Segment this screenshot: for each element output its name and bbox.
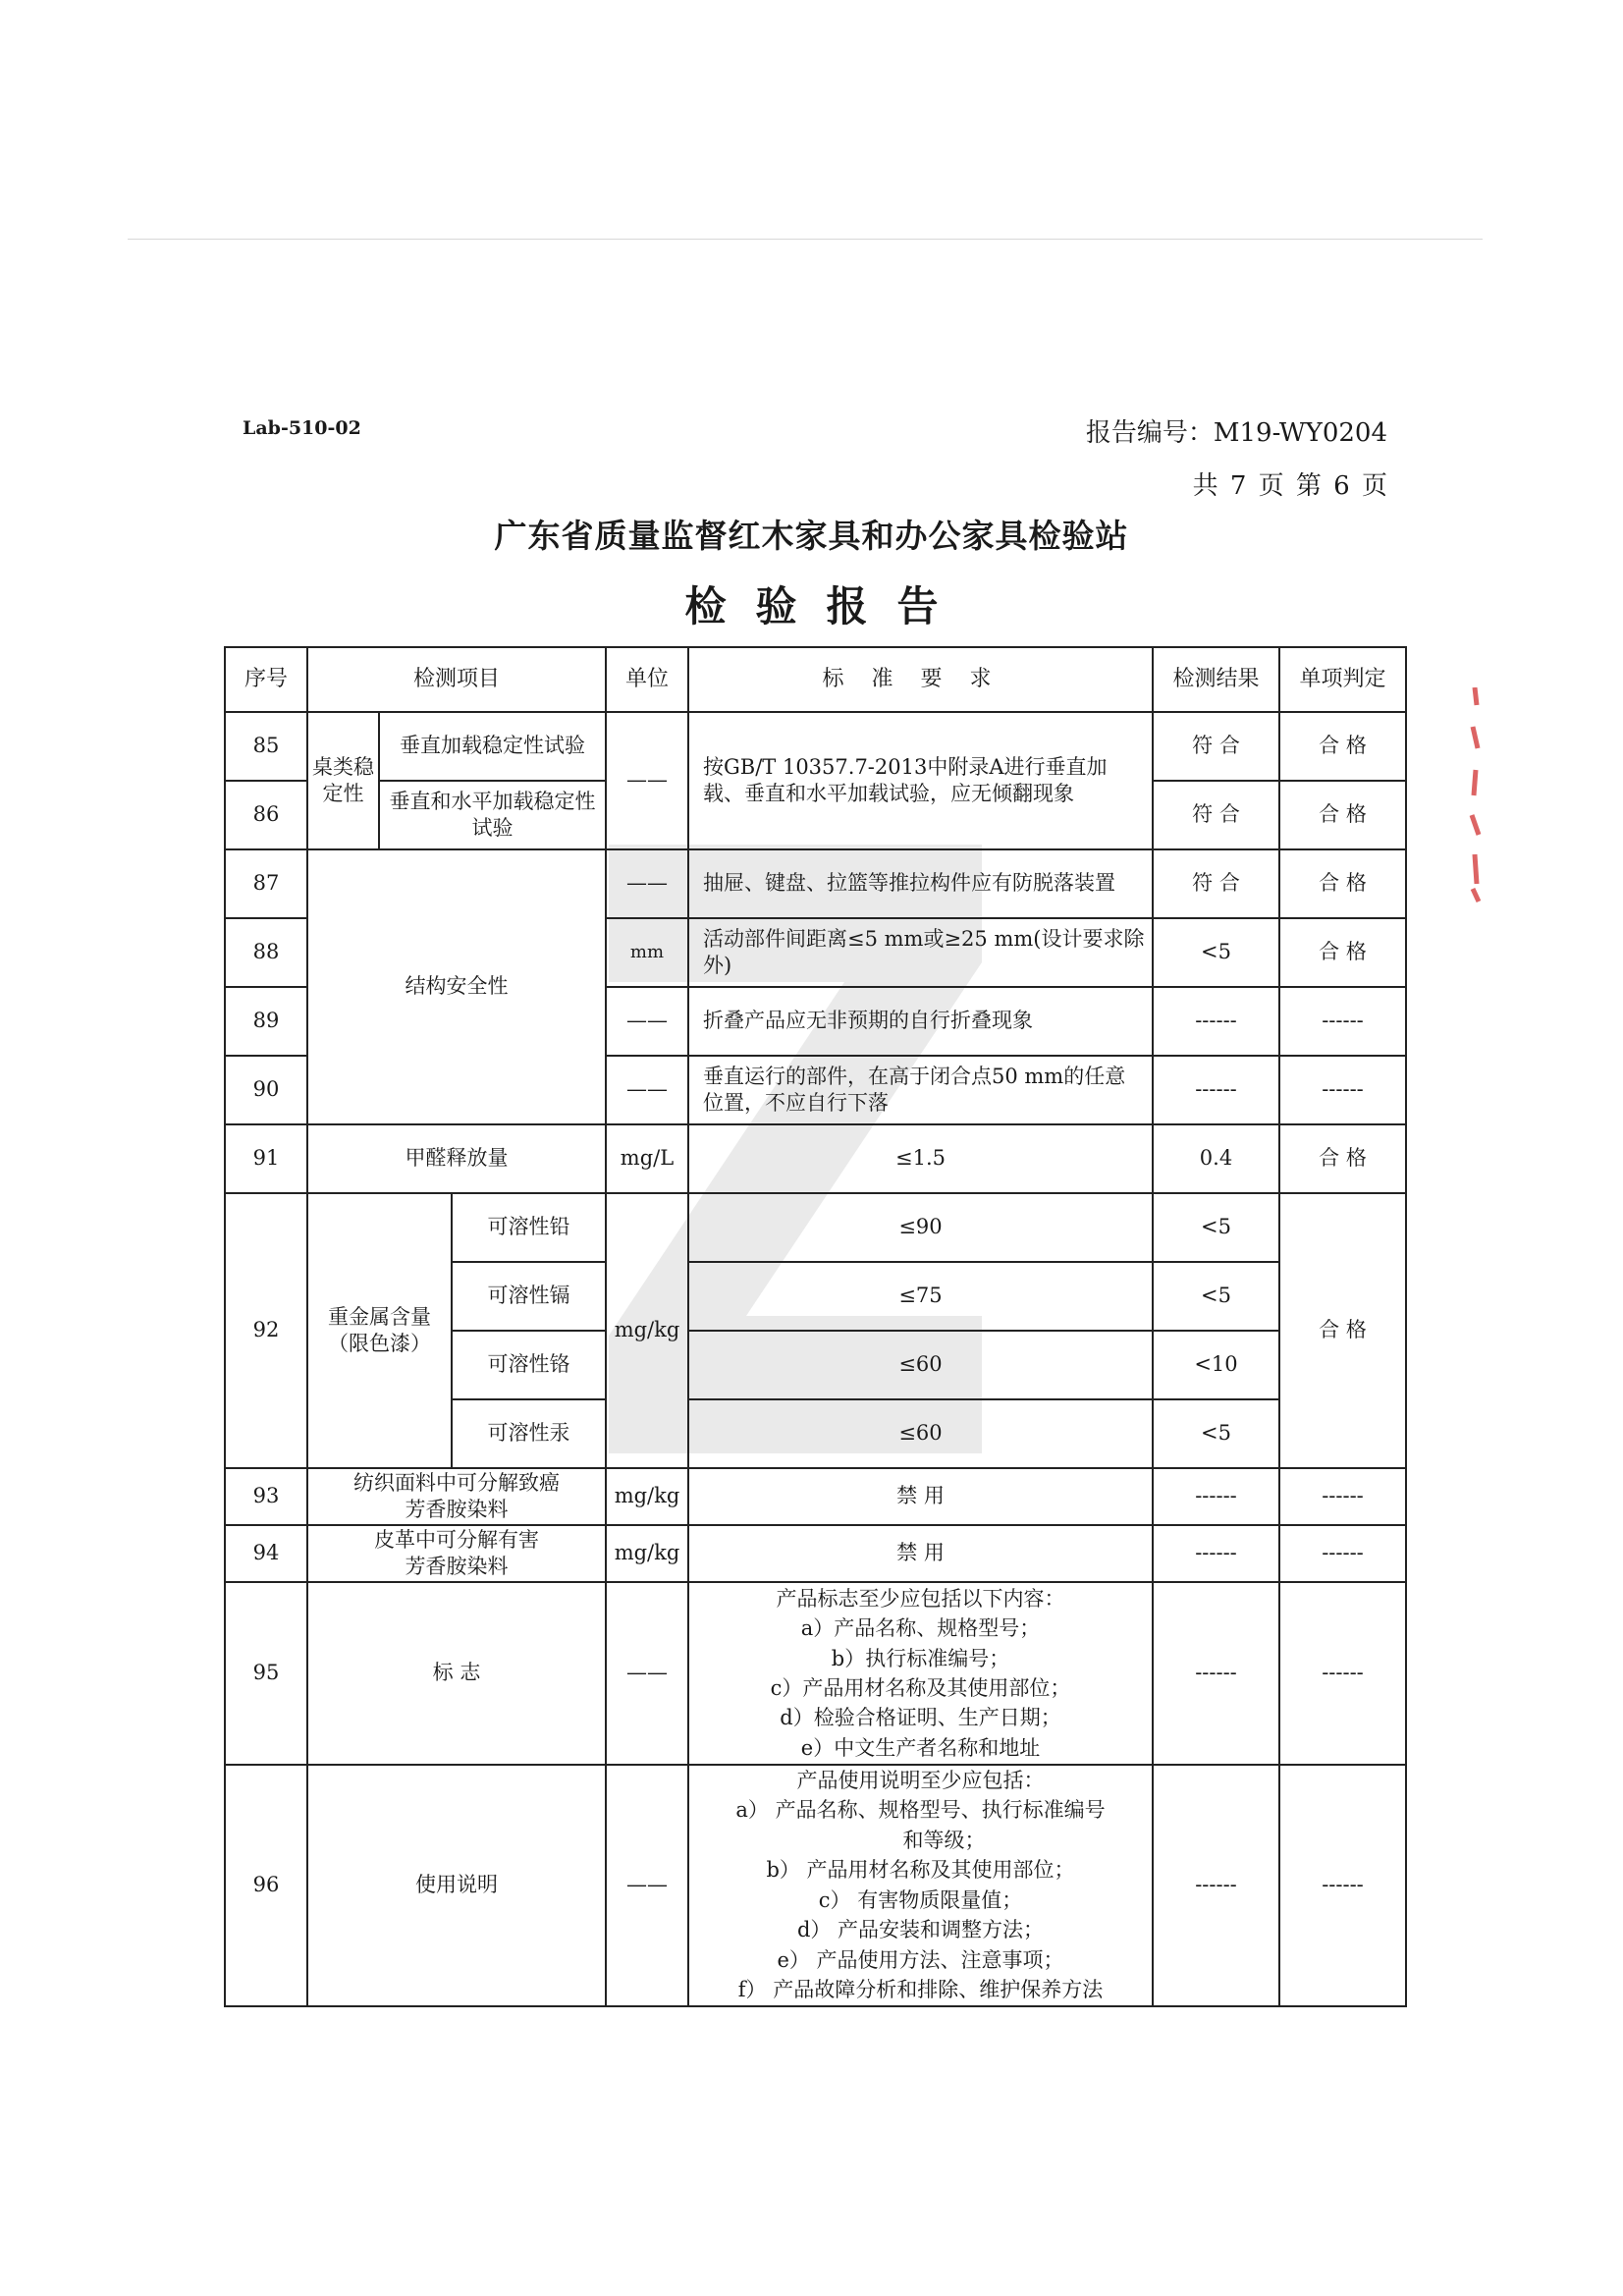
requirement-line: 产品标志至少应包括以下内容： [776, 1586, 1065, 1611]
group-label: 桌类稳定性 [307, 712, 379, 849]
row-number: 90 [225, 1056, 307, 1124]
row-number: 88 [225, 918, 307, 987]
header-seq: 序号 [225, 647, 307, 712]
result: ------ [1153, 1468, 1279, 1525]
judgement: ------ [1279, 1056, 1406, 1124]
unit: mg/kg [606, 1468, 688, 1525]
row-number: 89 [225, 987, 307, 1056]
group-label: 结构安全性 [307, 849, 606, 1124]
result: 0.4 [1153, 1124, 1279, 1193]
judgement: ------ [1279, 1525, 1406, 1582]
requirement: 折叠产品应无非预期的自行折叠现象 [688, 987, 1153, 1056]
row-number: 92 [225, 1193, 307, 1468]
item-name: 标 志 [307, 1582, 606, 1765]
header-item: 检测项目 [307, 647, 606, 712]
result: <5 [1153, 1399, 1279, 1468]
unit: mg/kg [606, 1193, 688, 1468]
scan-edge-line [128, 239, 1483, 240]
unit: mm [606, 918, 688, 987]
requirement: 禁 用 [688, 1468, 1153, 1525]
requirement-line: 和等级； [902, 1828, 986, 1852]
table-header-row [225, 647, 1406, 712]
document-title: 检验报告 [684, 582, 968, 630]
inspection-table [224, 646, 1407, 2007]
result: ------ [1153, 987, 1279, 1056]
header-requirement: 标准要求 [688, 647, 1153, 712]
requirement-line: f） 产品故障分析和排除、维护保养方法 [737, 1978, 1104, 2002]
requirement-line: a） 产品名称、规格型号、执行标准编号 [735, 1798, 1106, 1823]
unit: —— [606, 1056, 688, 1124]
item-name: 使用说明 [307, 1765, 606, 2006]
judgement: 合 格 [1279, 918, 1406, 987]
row-number: 91 [225, 1124, 307, 1193]
item-name: 纺织面料中可分解致癌芳香胺染料 [307, 1468, 606, 1525]
organization-name: 广东省质量监督红木家具和办公家具检验站 [494, 517, 1129, 555]
judgement: 合 格 [1279, 1124, 1406, 1193]
table-row [225, 1193, 1406, 1262]
table-row [225, 1765, 1406, 2006]
requirement-line: a）产品名称、规格型号； [800, 1616, 1041, 1641]
unit: —— [606, 1765, 688, 2006]
row-number: 96 [225, 1765, 307, 2006]
table-row [225, 712, 1406, 781]
judgement: ------ [1279, 1468, 1406, 1525]
requirement: 垂直运行的部件，在高于闭合点50 mm的任意位置，不应自行下落 [688, 1056, 1153, 1124]
table-row [225, 1525, 1406, 1582]
result: ------ [1153, 1582, 1279, 1765]
row-number: 95 [225, 1582, 307, 1765]
unit: —— [606, 712, 688, 849]
table-row [225, 1468, 1406, 1525]
unit: —— [606, 987, 688, 1056]
row-number: 87 [225, 849, 307, 918]
row-number: 94 [225, 1525, 307, 1582]
judgement: ------ [1279, 987, 1406, 1056]
requirement-line: 产品使用说明至少应包括： [796, 1769, 1045, 1792]
stamp-edge-icon [1467, 687, 1483, 903]
requirement: ≤1.5 [688, 1124, 1153, 1193]
row-number: 93 [225, 1468, 307, 1525]
requirement: ≤60 [688, 1399, 1153, 1468]
requirement-list [688, 1582, 1153, 1765]
header-result: 检测结果 [1153, 647, 1279, 712]
requirement-line: b） 产品用材名称及其使用部位； [766, 1858, 1075, 1883]
requirement-line: b）执行标准编号； [831, 1646, 1010, 1670]
requirement: 禁 用 [688, 1525, 1153, 1582]
result: <5 [1153, 918, 1279, 987]
result: ------ [1153, 1765, 1279, 2006]
requirement-line: d） 产品安装和调整方法； [796, 1918, 1045, 1942]
result: ------ [1153, 1525, 1279, 1582]
judgement: ------ [1279, 1582, 1406, 1765]
requirement: ≤75 [688, 1262, 1153, 1331]
lab-code: Lab-510-02 [243, 417, 361, 439]
judgement: 合 格 [1279, 849, 1406, 918]
row-number: 85 [225, 712, 307, 781]
page-info: 共 7 页 第 6 页 [1192, 471, 1387, 501]
requirement: ≤90 [688, 1193, 1153, 1262]
table-row [225, 1582, 1406, 1765]
unit: mg/L [606, 1124, 688, 1193]
requirement-line: d）检验合格证明、生产日期； [780, 1706, 1061, 1730]
sub-item-name: 可溶性铬 [452, 1331, 606, 1399]
requirement-line: c） 有害物质限量值； [818, 1887, 1023, 1912]
sub-item-name: 可溶性汞 [452, 1399, 606, 1468]
header-judgement: 单项判定 [1279, 647, 1406, 712]
item-name: 皮革中可分解有害芳香胺染料 [307, 1525, 606, 1582]
judgement: 合 格 [1279, 712, 1406, 781]
result: 符 合 [1153, 781, 1279, 849]
judgement: 合 格 [1279, 781, 1406, 849]
header-unit: 单位 [606, 647, 688, 712]
unit: —— [606, 849, 688, 918]
result: 符 合 [1153, 712, 1279, 781]
requirement-line: e） 产品使用方法、注意事项； [777, 1947, 1064, 1972]
result: 符 合 [1153, 849, 1279, 918]
unit: mg/kg [606, 1525, 688, 1582]
result: <5 [1153, 1262, 1279, 1331]
requirement: 按GB/T 10357.7-2013中附录A进行垂直加载、垂直和水平加载试验，应无倾翻现象 [688, 712, 1153, 849]
table-row [225, 1124, 1406, 1193]
sub-item-name: 可溶性铅 [452, 1193, 606, 1262]
judgement: ------ [1279, 1765, 1406, 2006]
result: <10 [1153, 1331, 1279, 1399]
item-name: 垂直加载稳定性试验 [379, 712, 606, 781]
requirement-line: c）产品用材名称及其使用部位； [770, 1676, 1071, 1700]
result: ------ [1153, 1056, 1279, 1124]
item-name: 甲醛释放量 [307, 1124, 606, 1193]
item-name: 垂直和水平加载稳定性试验 [379, 781, 606, 849]
result: <5 [1153, 1193, 1279, 1262]
sub-item-name: 可溶性镉 [452, 1262, 606, 1331]
judgement: 合 格 [1279, 1193, 1406, 1468]
row-number: 86 [225, 781, 307, 849]
requirement: 抽屉、键盘、拉篮等推拉构件应有防脱落装置 [688, 849, 1153, 918]
requirement: ≤60 [688, 1331, 1153, 1399]
requirement-line: e）中文生产者名称和地址 [800, 1735, 1041, 1760]
unit: —— [606, 1582, 688, 1765]
requirement: 活动部件间距离≤5 mm或≥25 mm(设计要求除外) [688, 918, 1153, 987]
requirement-list [688, 1765, 1153, 2006]
table-row [225, 849, 1406, 918]
report-number: 报告编号：M19-WY0204 [1085, 418, 1387, 448]
group-label: 重金属含量（限色漆） [307, 1193, 452, 1468]
